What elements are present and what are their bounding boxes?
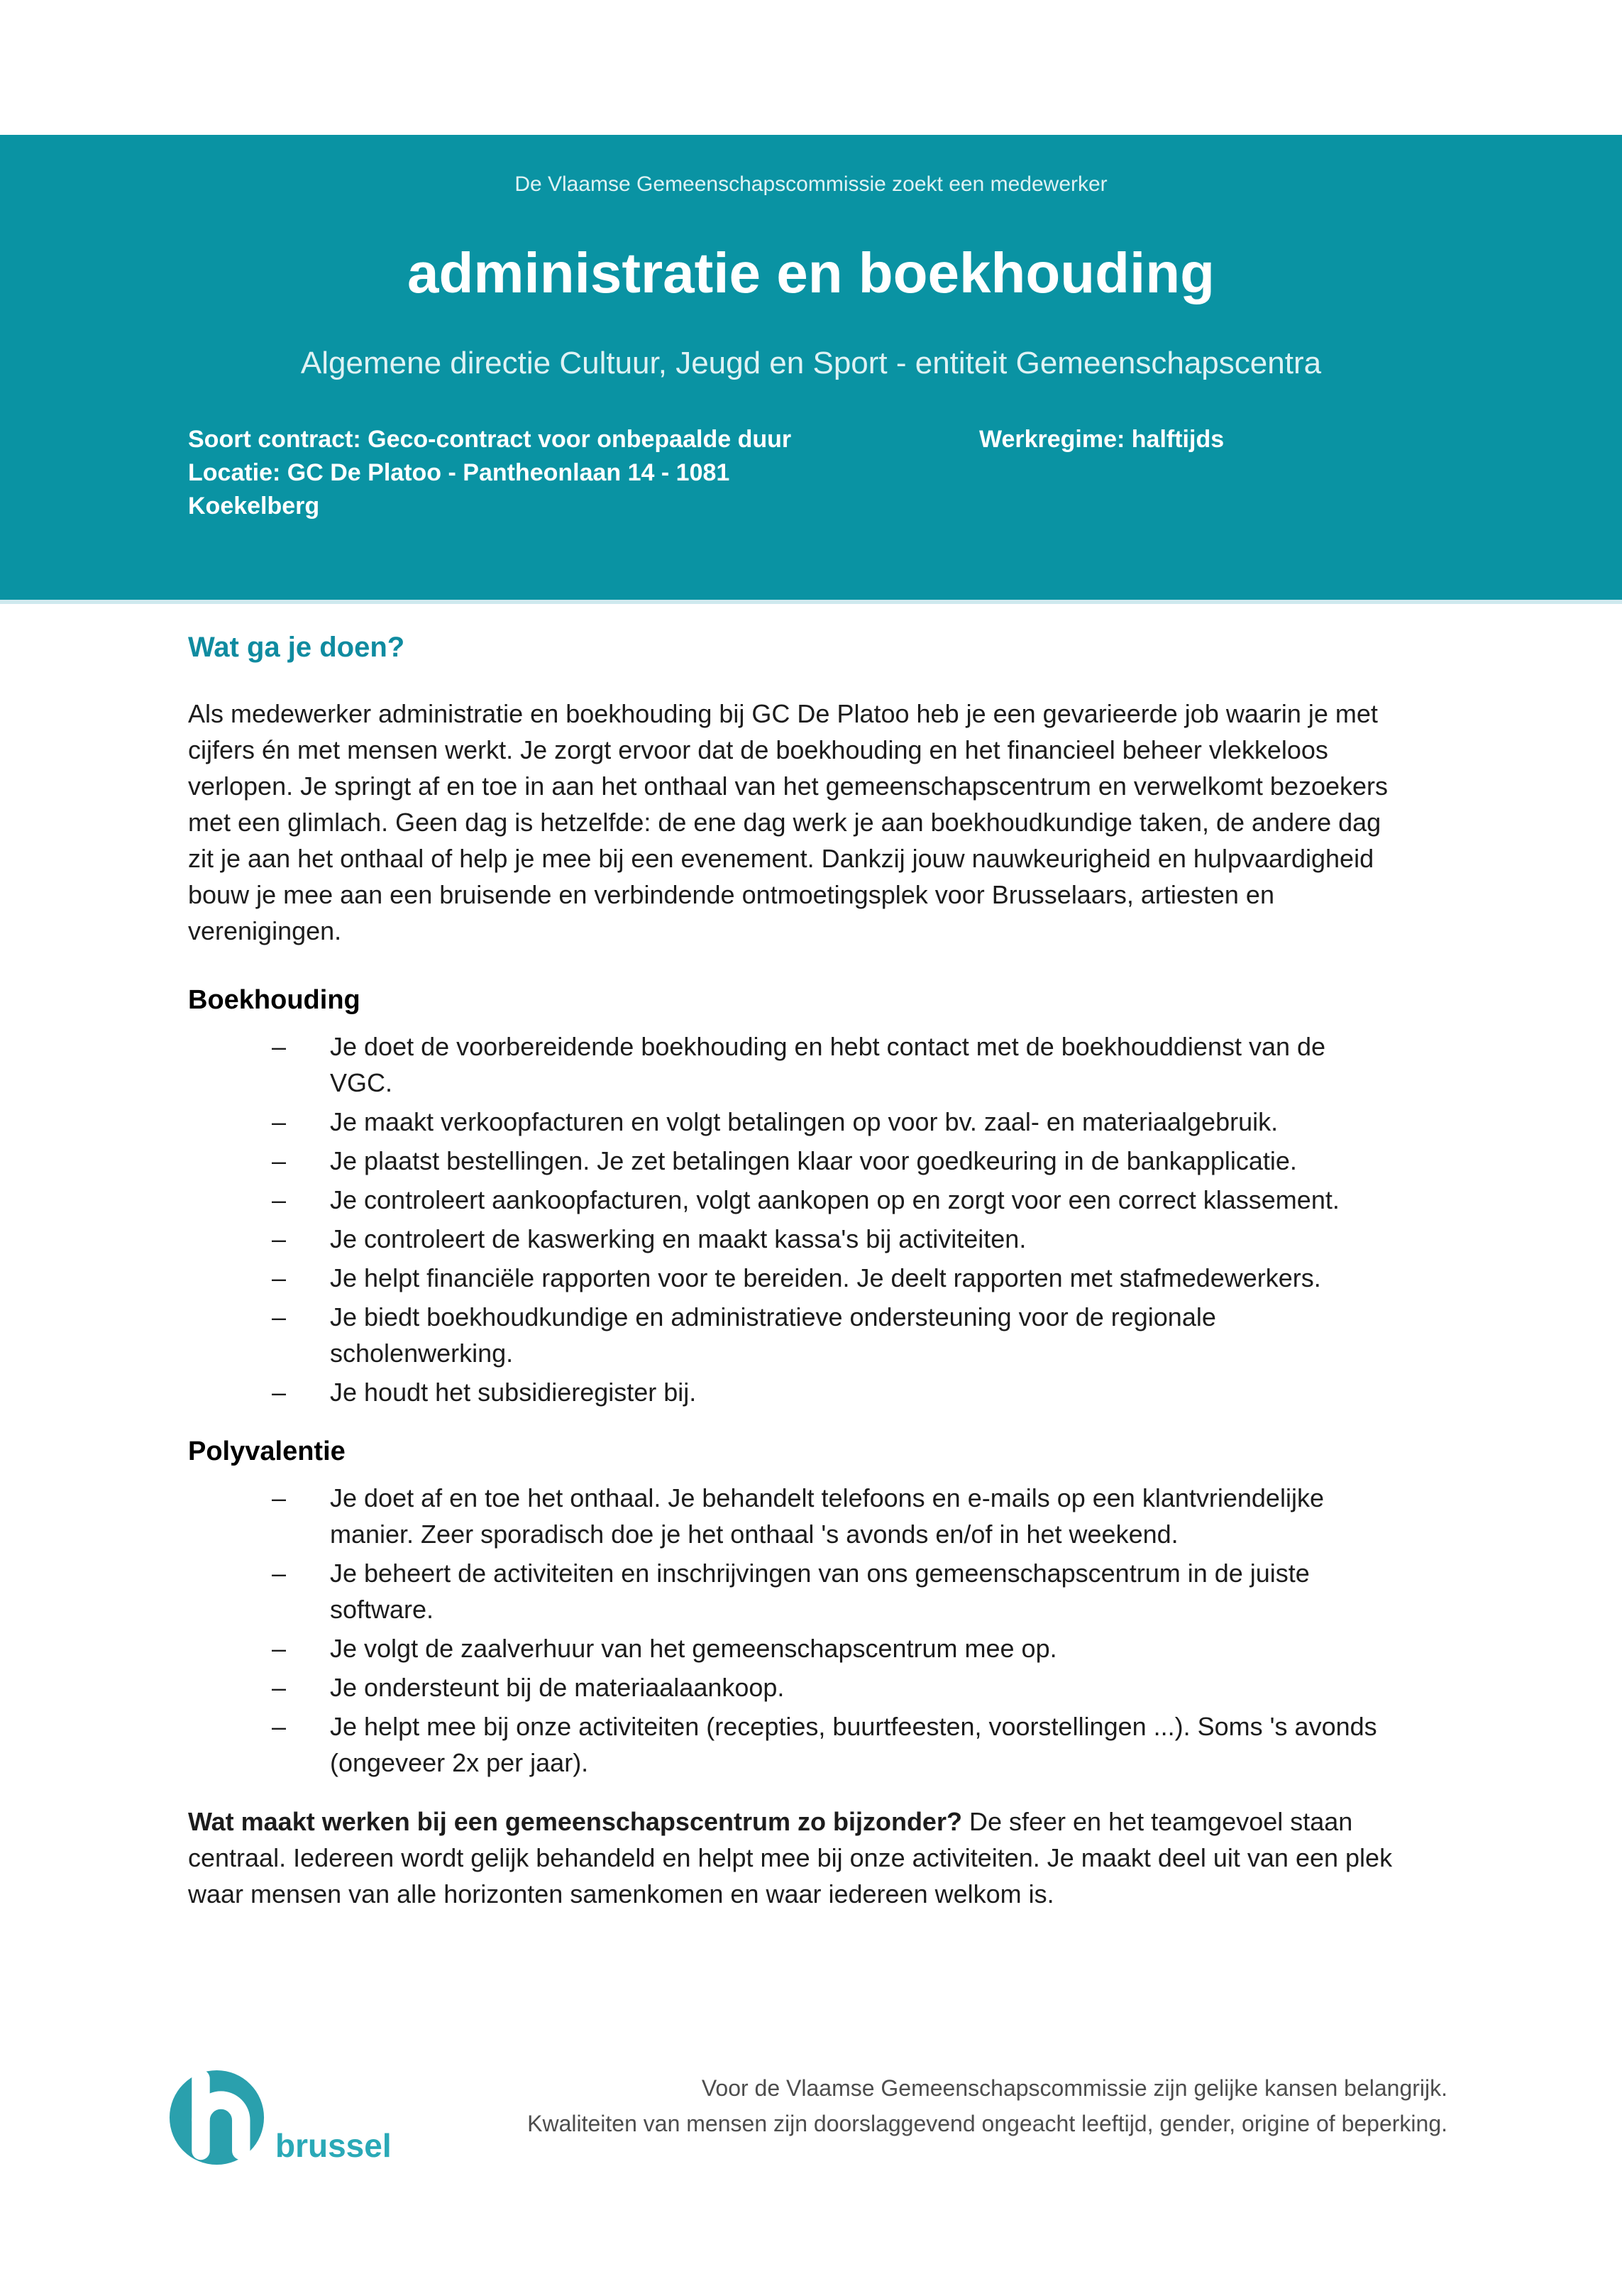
section-heading-wat-ga-je-doen: Wat ga je doen?	[188, 632, 405, 663]
header-band	[0, 135, 1622, 600]
job-title: administratie en boekhouding	[407, 241, 1215, 304]
contract-meta	[0, 423, 1622, 523]
polyvalentie-task-list	[188, 1480, 1394, 1781]
task-item: – Je helpt financiële rapporten voor te bereiden. Je deelt rapporten met stafmedewerkers.	[188, 1260, 1394, 1296]
task-item: – Je helpt mee bij onze activiteiten (recepties, buurtfeesten, voorstellingen ...). Soms 's avonds (ongeveer 2x per jaar).	[188, 1708, 1394, 1781]
task-item: – Je volgt de zaalverhuur van het gemeenschapscentrum mee op.	[188, 1630, 1394, 1666]
task-item: – Je doet af en toe het onthaal. Je behandelt telefoons en e-mails op een klantvriendelijke manier. Zeer sporadisch doe je het onthaal 's avonds en/of in het weekend.	[188, 1480, 1394, 1552]
intro-paragraph: Als medewerker administratie en boekhouding bij GC De Platoo heb je een gevarieerde job waarin je met cijfers én met mensen werkt. Je zorgt ervoor dat de boekhouding en het financieel beheer vlekkeloos verlopen. Je springt af en toe in aan het onthaal van het gemeenschapscentrum en verwelkomt bezoekers met een glimlach. Geen dag is hetzelfde: de ene dag werk je aan boekhoudkundige taken, de andere dag zit je aan het onthaal of help je mee bij een evenement. Dankzij jouw nauwkeurigheid en hulpvaardigheid bouw je mee aan een bruisende en verbindende ontmoetingsplek voor Brusselaars, artiesten en verenigingen.	[188, 699, 1389, 945]
subheading-boekhouding: Boekhouding	[188, 985, 360, 1015]
header-subtitle: Algemene directie Cultuur, Jeugd en Sport - entiteit Gemeenschapscentra	[300, 346, 1322, 380]
task-item: – Je doet de voorbereidende boekhouding en hebt contact met de boekhouddienst van de VGC.	[188, 1028, 1394, 1101]
n-circle-icon	[168, 2069, 265, 2166]
closing-text: De sfeer en het teamgevoel staan centraal. Iedereen wordt gelijk behandeld en helpt mee bij onze activiteiten. Je maakt deel uit van een plek waar mensen van alle horizonten samenkomen en waar iedereen welkom is.	[188, 1807, 1393, 1908]
closing-paragraph	[188, 1803, 1394, 1912]
contract-type: Soort contract: Geco-contract voor onbepaalde duur	[188, 426, 792, 453]
header-eyebrow: De Vlaamse Gemeenschapscommissie zoekt een medewerker	[514, 172, 1108, 196]
equal-opportunity-note	[527, 2070, 1447, 2141]
task-item: – Je beheert de activiteiten en inschrijvingen van ons gemeenschapscentrum in de juiste software.	[188, 1555, 1394, 1627]
subheading-polyvalentie: Polyvalentie	[188, 1437, 346, 1466]
work-regime: Werkregime: halftijds	[979, 426, 1225, 453]
brussel-wordmark: brussel	[275, 2127, 392, 2164]
location: Locatie: GC De Platoo - Pantheonlaan 14 - 1081 Koekelberg	[188, 459, 730, 520]
page-footer	[0, 2062, 1622, 2239]
equal-opportunity-line-1: Voor de Vlaamse Gemeenschapscommissie zijn gelijke kansen belangrijk.	[701, 2075, 1447, 2101]
n-brussel-logo	[168, 2069, 392, 2166]
task-item: – Je ondersteunt bij de materiaalaankoop.	[188, 1669, 1394, 1705]
main-content	[188, 630, 1394, 1912]
contract-meta-right	[979, 423, 1447, 523]
task-item: – Je maakt verkoopfacturen en volgt betalingen op voor bv. zaal- en materiaalgebruik.	[188, 1104, 1394, 1140]
task-item: – Je controleert aankoopfacturen, volgt aankopen op en zorgt voor een correct klassement.	[188, 1182, 1394, 1218]
task-item: – Je plaatst bestellingen. Je zet betalingen klaar voor goedkeuring in de bankapplicatie.	[188, 1143, 1394, 1179]
closing-lead: Wat maakt werken bij een gemeenschapscentrum zo bijzonder?	[188, 1807, 962, 1836]
task-item: – Je controleert de kaswerking en maakt kassa's bij activiteiten.	[188, 1221, 1394, 1257]
equal-opportunity-line-2: Kwaliteiten van mensen zijn doorslaggevend ongeacht leeftijd, gender, origine of beperking.	[527, 2111, 1447, 2136]
task-item: – Je biedt boekhoudkundige en administratieve ondersteuning voor de regionale scholenwerking.	[188, 1299, 1394, 1371]
task-item: – Je houdt het subsidieregister bij.	[188, 1374, 1394, 1410]
contract-meta-left	[188, 423, 979, 523]
boekhouding-task-list	[188, 1028, 1394, 1410]
